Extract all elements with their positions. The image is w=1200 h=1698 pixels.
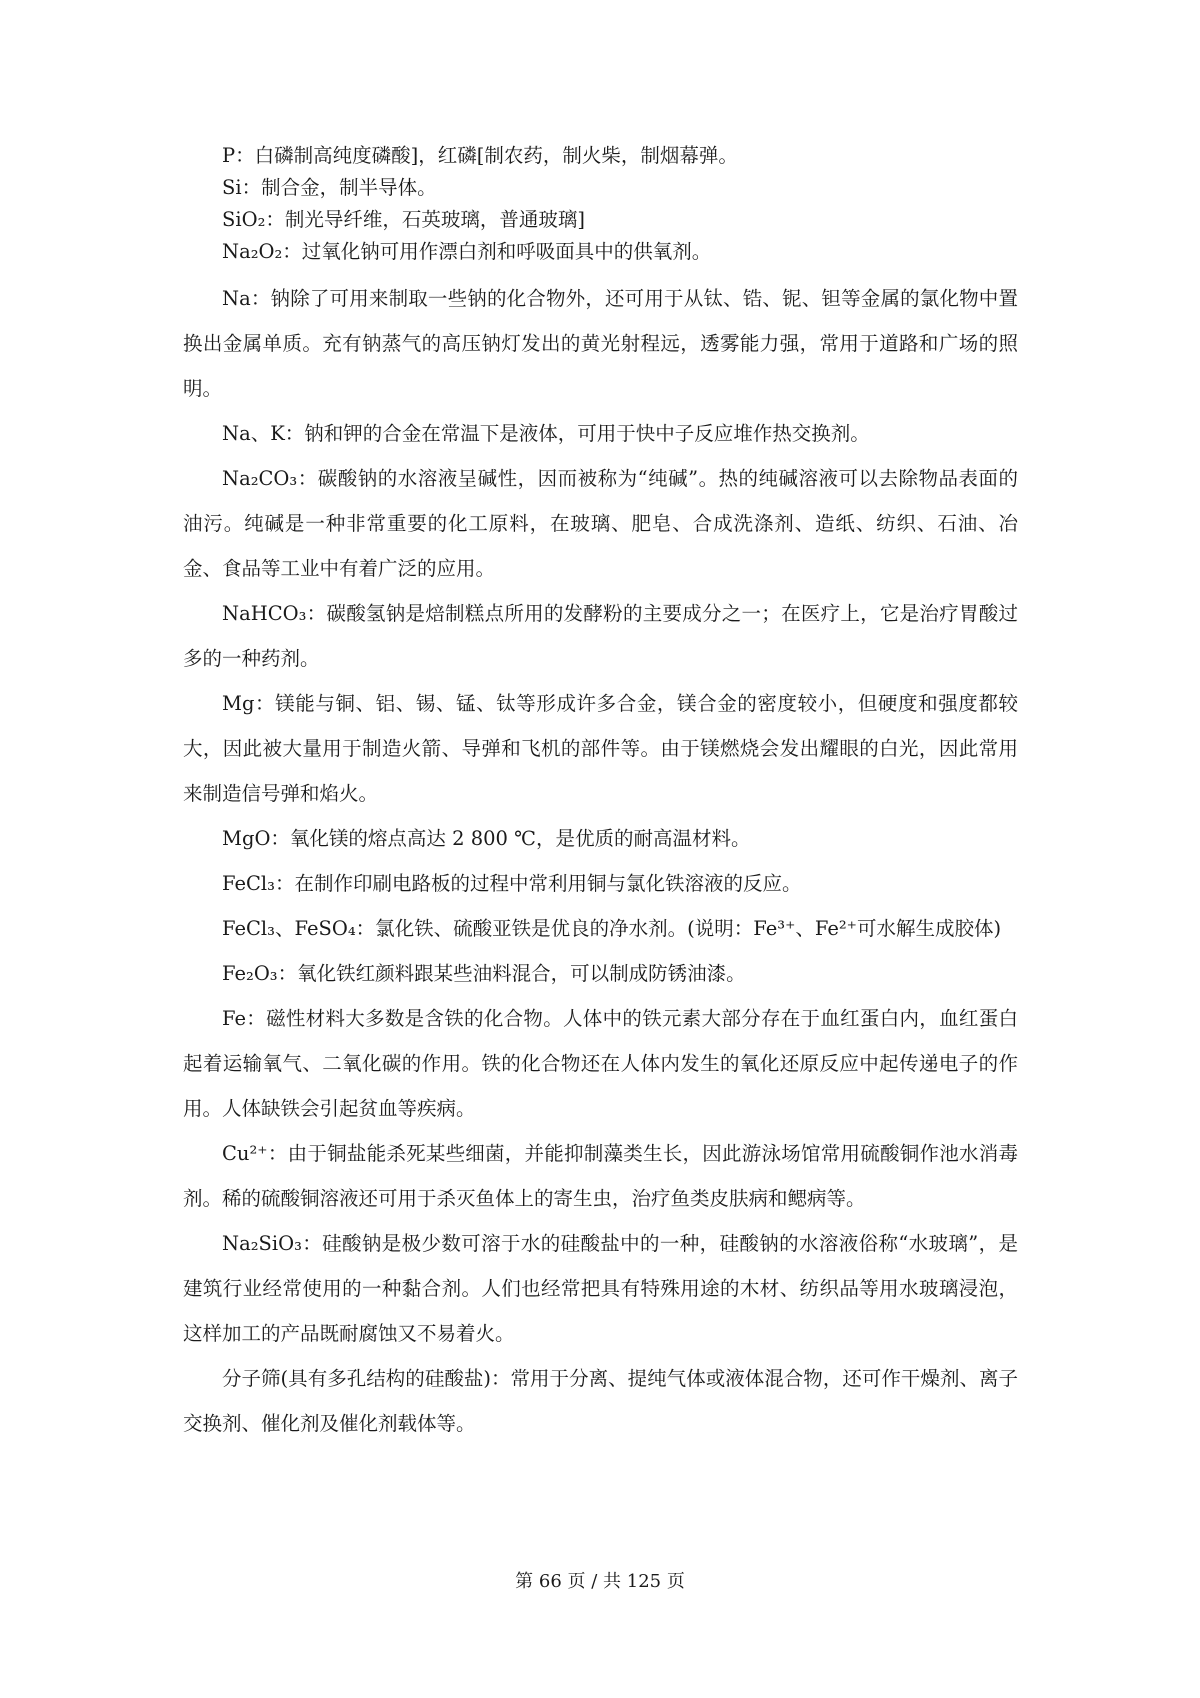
paragraph-ferric-oxide: Fe₂O₃：氧化铁红颜料跟某些油料混合，可以制成防锈油漆。 [222,962,746,985]
paragraph-magnesium: Mg：镁能与铜、铝、锡、锰、钛等形成许多合金，镁合金的密度较小，但硬度和强度都较大，因此被大量用于制造火箭、导弹和飞机的部件等。由于镁燃烧会发出耀眼的白光，因此常用来制造信号弹和焰火。 [183,692,1018,805]
line-phosphorus: P：白磷制高纯度磷酸]，红磷[制农药，制火柴，制烟幕弹。 [222,144,738,167]
page-body [183,140,1018,1446]
line-silica: SiO₂：制光导纤维，石英玻璃，普通玻璃] [222,208,586,231]
paragraph-magnesium-oxide: MgO：氧化镁的熔点高达 2 800 ℃，是优质的耐高温材料。 [222,827,751,850]
paragraph-ferric-chloride: FeCl₃：在制作印刷电路板的过程中常利用铜与氯化铁溶液的反应。 [222,872,802,895]
paragraph-sodium-silicate: Na₂SiO₃：硅酸钠是极少数可溶于水的硅酸盐中的一种，硅酸钠的水溶液俗称“水玻璃”，是建筑行业经常使用的一种黏合剂。人们也经常把具有特殊用途的木材、纺织品等用水玻璃浸泡，这样加工的产品既耐腐蚀又不易着火。 [183,1232,1018,1345]
paragraph-iron-salts: FeCl₃、FeSO₄：氯化铁、硫酸亚铁是优良的净水剂。(说明：Fe³⁺、Fe²⁺可水解生成胶体) [222,917,1002,940]
paragraph-iron: Fe：磁性材料大多数是含铁的化合物。人体中的铁元素大部分存在于血红蛋白内，血红蛋白起着运输氧气、二氧化碳的作用。铁的化合物还在人体内发生的氧化还原反应中起传递电子的作用。人体缺铁会引起贫血等疾病。 [183,1007,1018,1120]
line-silicon: Si：制合金，制半导体。 [222,176,437,199]
paragraph-copper-ion: Cu²⁺：由于铜盐能杀死某些细菌，并能抑制藻类生长，因此游泳场馆常用硫酸铜作池水消毒剂。稀的硫酸铜溶液还可用于杀灭鱼体上的寄生虫，治疗鱼类皮肤病和鳃病等。 [183,1142,1018,1210]
paragraph-sodium-carbonate: Na₂CO₃：碳酸钠的水溶液呈碱性，因而被称为“纯碱”。热的纯碱溶液可以去除物品表面的油污。纯碱是一种非常重要的化工原料，在玻璃、肥皂、合成洗涤剂、造纸、纺织、石油、冶金、食品等工业中有着广泛的应用。 [183,467,1018,580]
line-sodium-peroxide: Na₂O₂：过氧化钠可用作漂白剂和呼吸面具中的供氧剂。 [222,240,712,263]
paragraph-sodium-bicarbonate: NaHCO₃：碳酸氢钠是焙制糕点所用的发酵粉的主要成分之一；在医疗上，它是治疗胃酸过多的一种药剂。 [183,602,1018,670]
paragraph-sodium: Na：钠除了可用来制取一些钠的化合物外，还可用于从钛、锆、铌、钽等金属的氯化物中置换出金属单质。充有钠蒸气的高压钠灯发出的黄光射程远，透雾能力强，常用于道路和广场的照明。 [183,287,1018,400]
page-number-footer: 第 66 页 / 共 125 页 [515,1571,685,1592]
paragraph-sodium-potassium: Na、K：钠和钾的合金在常温下是液体，可用于快中子反应堆作热交换剂。 [222,422,870,445]
paragraph-molecular-sieve: 分子筛(具有多孔结构的硅酸盐)：常用于分离、提纯气体或液体混合物，还可作干燥剂、离子交换剂、催化剂及催化剂载体等。 [183,1367,1018,1435]
